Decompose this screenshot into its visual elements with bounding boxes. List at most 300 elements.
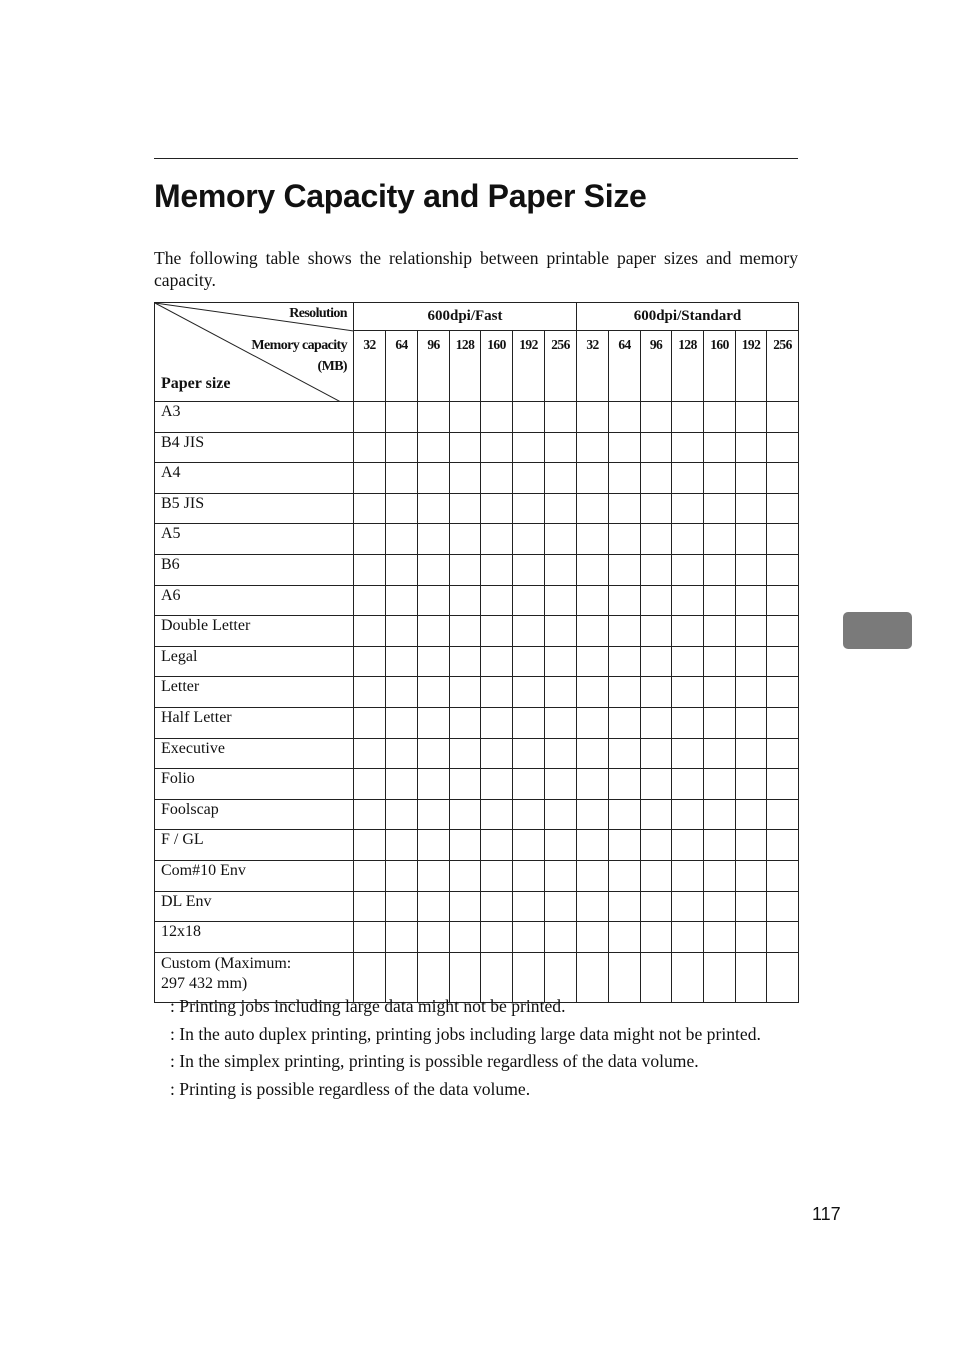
table-cell [481,799,513,830]
table-cell [736,952,767,1002]
paper-size-cell: 12x18 [155,922,354,953]
table-cell [704,799,736,830]
table-cell [704,922,736,953]
table-cell [450,891,481,922]
table-cell [354,432,386,463]
table-cell [672,646,704,677]
paper-size-cell: B4 JIS [155,432,354,463]
table-cell [767,891,799,922]
table-cell [354,830,386,861]
resolution-label: Resolution [289,306,347,321]
table-cell [418,830,450,861]
table-cell [704,707,736,738]
table-cell [418,707,450,738]
custom-line-2: 297 432 mm) [161,974,248,992]
table-cell [481,554,513,585]
table-cell [418,432,450,463]
table-cell [513,769,545,800]
table-cell [577,707,609,738]
table-cell [386,860,418,891]
top-rule [154,158,798,159]
table-cell [641,585,672,616]
table-row [155,432,799,463]
table-cell [641,677,672,708]
table-cell [481,524,513,555]
table-cell [481,922,513,953]
table-cell [577,860,609,891]
table-cell [386,463,418,494]
table-cell [641,738,672,769]
table-cell [704,585,736,616]
table-cell [513,677,545,708]
table-cell [386,524,418,555]
table-cell [767,860,799,891]
table-cell [545,646,577,677]
table-cell [641,402,672,433]
table-cell [641,616,672,647]
table-cell [545,799,577,830]
table-cell [577,585,609,616]
table-cell [513,830,545,861]
table-row [155,769,799,800]
table-cell [418,738,450,769]
table-cell [609,616,641,647]
table-cell [704,891,736,922]
table-cell [545,463,577,494]
footnote-1 [154,996,798,1017]
table-cell [704,524,736,555]
table-cell [450,707,481,738]
table-cell [545,769,577,800]
table-cell [450,585,481,616]
table-cell [481,493,513,524]
table-cell [418,554,450,585]
table-cell [450,646,481,677]
table-cell [736,830,767,861]
table-cell [641,799,672,830]
table-cell [767,463,799,494]
table-cell [704,554,736,585]
table-cell [609,585,641,616]
table-cell [672,738,704,769]
table-cell [672,799,704,830]
table-cell [386,891,418,922]
table-cell [481,463,513,494]
table-cell [513,554,545,585]
table-cell [418,677,450,708]
table-cell [767,554,799,585]
table-cell [736,799,767,830]
table-cell [354,952,386,1002]
table-cell [545,402,577,433]
table-cell [767,646,799,677]
table-cell [481,769,513,800]
table-cell [418,952,450,1002]
table-cell [736,646,767,677]
table-cell [386,769,418,800]
table-cell [450,922,481,953]
table-cell [481,432,513,463]
table-cell [672,432,704,463]
table-cell [354,554,386,585]
table-cell [609,830,641,861]
table-row [155,891,799,922]
table-cell [609,738,641,769]
resolution-header-standard: 600dpi/Standard [577,303,799,331]
table-cell [641,524,672,555]
page-title: Memory Capacity and Paper Size [154,178,647,214]
table-cell [450,554,481,585]
table-cell [736,769,767,800]
table-cell [418,585,450,616]
table-cell [767,769,799,800]
table-row [155,646,799,677]
table-cell [672,830,704,861]
paper-size-cell: A4 [155,463,354,494]
table-cell [736,616,767,647]
table-cell [736,524,767,555]
table-cell [354,646,386,677]
table-cell [577,830,609,861]
table-cell [386,554,418,585]
paper-size-cell: Letter [155,677,354,708]
table-cell [354,524,386,555]
table-cell [641,463,672,494]
table-cell [577,646,609,677]
table-cell [545,738,577,769]
table-cell [450,677,481,708]
footnote-4 [154,1079,798,1100]
table-cell [672,585,704,616]
table-cell [609,891,641,922]
capacity-header-cell: 192 [736,331,767,402]
table-cell [704,493,736,524]
table-cell [450,830,481,861]
table-cell [481,707,513,738]
table-cell [767,432,799,463]
header-row-resolution [155,303,799,331]
table-cell [418,646,450,677]
table-cell [545,922,577,953]
table-cell [481,738,513,769]
table-row [155,524,799,555]
table-cell [545,585,577,616]
table-cell [736,922,767,953]
table-cell [767,830,799,861]
table-cell [418,860,450,891]
table-cell [386,616,418,647]
capacity-header-cell: 160 [704,331,736,402]
capacity-header-cell: 96 [418,331,450,402]
table-cell [577,524,609,555]
table-cell [513,463,545,494]
footnote-text: : Printing is possible regardless of the data volume. [170,1078,531,1099]
table-row [155,860,799,891]
table-cell [513,922,545,953]
table-cell [641,646,672,677]
table-cell [354,738,386,769]
paper-size-cell: Legal [155,646,354,677]
table-cell [386,830,418,861]
table-cell [609,646,641,677]
table-cell [577,922,609,953]
memory-unit-text: (MB) [317,359,347,374]
table-cell [609,677,641,708]
table-cell [704,402,736,433]
capacity-header-cell: 256 [545,331,577,402]
table-row [155,402,799,433]
custom-line-1: Custom (Maximum: [161,954,292,972]
table-cell [672,707,704,738]
table-cell [354,677,386,708]
table-cell [767,402,799,433]
table-cell [418,799,450,830]
table-cell [513,707,545,738]
table-cell [672,524,704,555]
table-cell [386,922,418,953]
table-cell [672,952,704,1002]
table-cell [354,463,386,494]
table-cell [672,891,704,922]
table-cell [418,616,450,647]
table-cell [450,799,481,830]
table-cell [672,463,704,494]
table-cell [672,769,704,800]
table-cell [641,707,672,738]
table-cell [386,585,418,616]
table-cell [736,463,767,494]
table-row [155,799,799,830]
table-cell [641,830,672,861]
table-cell [418,493,450,524]
table-cell [577,891,609,922]
table-cell [354,860,386,891]
table-cell [672,402,704,433]
table-cell [736,432,767,463]
table-cell [481,585,513,616]
table-cell [450,952,481,1002]
table-cell [609,493,641,524]
table-cell [767,922,799,953]
table-cell [418,769,450,800]
table-cell [577,554,609,585]
table-cell [386,493,418,524]
table-cell [577,463,609,494]
memory-capacity-label [251,335,347,377]
table-cell [450,524,481,555]
table-cell [354,922,386,953]
table-cell [450,463,481,494]
table-cell [704,738,736,769]
table-cell [641,952,672,1002]
table-cell [386,707,418,738]
table-cell [736,738,767,769]
table-cell [736,891,767,922]
table-cell [767,738,799,769]
table-cell [386,799,418,830]
table-row [155,830,799,861]
table-cell [577,616,609,647]
capacity-header-cell: 192 [513,331,545,402]
table-cell [450,616,481,647]
capacity-header-cell: 256 [767,331,799,402]
footnote-text: : Printing jobs including large data might not be printed. [170,996,566,1016]
table-corner-header [155,303,354,402]
table-cell [736,402,767,433]
table-cell [704,677,736,708]
capacity-header-cell: 160 [481,331,513,402]
table-row [155,585,799,616]
table-cell [767,524,799,555]
table-cell [545,830,577,861]
table-cell [481,646,513,677]
table-cell [577,738,609,769]
resolution-header-fast: 600dpi/Fast [354,303,577,331]
table-cell [513,432,545,463]
table-cell [736,493,767,524]
table-cell [577,402,609,433]
table-cell [609,402,641,433]
table-cell [481,616,513,647]
memory-capacity-text: Memory capacity [251,338,347,353]
footnote-text: : In the auto duplex printing, printing jobs including large data might not be printed. [170,1023,761,1044]
table-cell [767,799,799,830]
table-cell [354,616,386,647]
table-cell [736,554,767,585]
table-cell [481,860,513,891]
table-cell [609,707,641,738]
table-cell [354,493,386,524]
table-row [155,616,799,647]
table-cell [545,493,577,524]
table-cell [513,738,545,769]
capacity-header-cell: 128 [450,331,481,402]
table-cell [545,952,577,1002]
paper-size-cell: A3 [155,402,354,433]
table-cell [641,554,672,585]
paper-size-cell: Com#10 Env [155,860,354,891]
table-cell [577,432,609,463]
table-cell [450,738,481,769]
table-cell [386,432,418,463]
table-cell [609,860,641,891]
table-cell [672,677,704,708]
footnotes [154,996,798,1106]
table-cell [386,646,418,677]
table-cell [609,799,641,830]
table-cell [704,830,736,861]
table-row [155,493,799,524]
table-cell [767,616,799,647]
table-cell [513,891,545,922]
footnote-3 [154,1051,798,1072]
table-cell [513,524,545,555]
table-cell [672,616,704,647]
paper-size-cell: F / GL [155,830,354,861]
table-cell [577,677,609,708]
table-cell [354,402,386,433]
table-cell [545,707,577,738]
capacity-header-cell: 32 [577,331,609,402]
table-cell [767,952,799,1002]
table-cell [386,738,418,769]
table-cell [609,524,641,555]
table-cell [418,891,450,922]
table-cell [481,402,513,433]
table-cell [513,799,545,830]
table-cell [513,952,545,1002]
table-cell [386,677,418,708]
table-cell [641,891,672,922]
table-cell [672,554,704,585]
footnote-text: : In the simplex printing, printing is possible regardless of the data volume. [170,1051,699,1071]
table-cell [418,402,450,433]
table-cell [672,860,704,891]
table-row [155,677,799,708]
table-cell [418,922,450,953]
paper-size-cell: Half Letter [155,707,354,738]
capacity-header-cell: 64 [386,331,418,402]
capacity-header-cell: 128 [672,331,704,402]
table-cell [481,891,513,922]
table-row [155,922,799,953]
table-cell [767,707,799,738]
table-cell [513,616,545,647]
intro-paragraph: The following table shows the relationship between printable paper sizes and memory capacity. [154,248,798,290]
table-cell [450,493,481,524]
paper-size-cell: A6 [155,585,354,616]
table-cell [513,860,545,891]
capacity-header-cell: 96 [641,331,672,402]
capacity-header-cell: 32 [354,331,386,402]
table-row-custom [155,952,799,1002]
table-row [155,554,799,585]
table-cell [545,524,577,555]
memory-paper-table [154,302,799,1003]
table-cell [672,493,704,524]
table-cell [577,799,609,830]
paper-size-cell: Double Letter [155,616,354,647]
table-cell [704,952,736,1002]
table-cell [577,493,609,524]
table-cell [609,769,641,800]
table-cell [704,769,736,800]
table-row [155,707,799,738]
paper-size-cell: B6 [155,554,354,585]
table-cell [704,463,736,494]
paper-size-cell: Folio [155,769,354,800]
table-cell [450,860,481,891]
table-cell [609,463,641,494]
table-cell [513,585,545,616]
table-cell [704,616,736,647]
table-cell [736,860,767,891]
table-cell [704,432,736,463]
table-cell [354,585,386,616]
table-cell [736,707,767,738]
chapter-tab-marker [843,612,912,649]
capacity-header-cell: 64 [609,331,641,402]
table-cell [386,402,418,433]
table-cell [736,677,767,708]
table-cell [704,860,736,891]
table-cell [641,432,672,463]
table-cell [545,616,577,647]
table-cell [354,707,386,738]
table-cell [545,432,577,463]
table-cell [672,922,704,953]
table-cell [641,769,672,800]
